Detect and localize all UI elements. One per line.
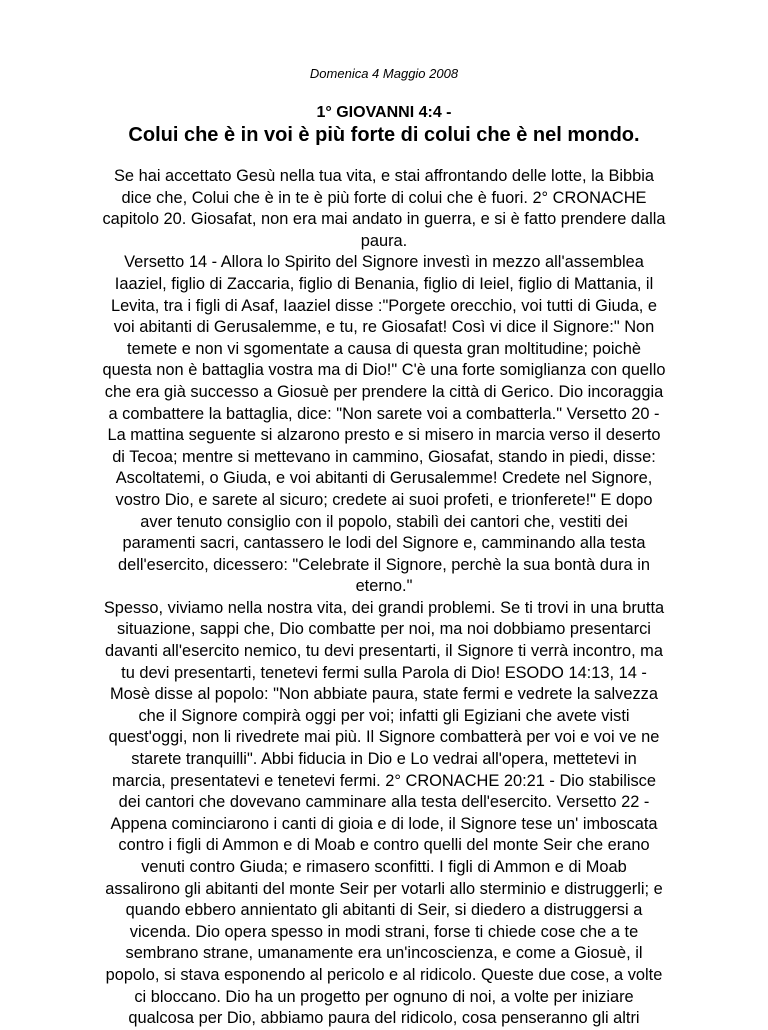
text-line: che era già successo a Giosuè per prendere la città di Gerico. Dio incoraggia xyxy=(104,382,664,401)
text-line: dice che, Colui che è in te è più forte di colui che è fuori. 2° CRONACHE xyxy=(121,188,647,207)
bible-reference: 1° GIOVANNI 4:4 - xyxy=(316,104,452,121)
text-line: Versetto 14 - Allora lo Spirito del Signore investì in mezzo all'assemblea xyxy=(124,253,644,272)
text-line: davanti all'esercito nemico, tu devi presentarti, il Signore ti verrà incontro, ma xyxy=(105,642,663,661)
text-line: Appena cominciarono i canti di gioia e di lode, il Signore tese un' imboscata xyxy=(110,814,658,833)
text-line: che il Signore compirà oggi per voi; infatti gli Egiziani che avete visti xyxy=(138,706,630,725)
text-line: assalirono gli abitanti del monte Seir per votarli allo sterminio e distruggerli; e xyxy=(105,879,663,898)
text-line: marcia, presentatevi e tenetevi fermi. 2° CRONACHE 20:21 - Dio stabilisce xyxy=(111,771,656,790)
text-line: vicenda. Dio opera spesso in modi strani, forse ti chiede cose che a te xyxy=(129,922,639,941)
date-line: Domenica 4 Maggio 2008 xyxy=(309,66,459,81)
text-line: starete tranquilli". Abbi fiducia in Dio e Lo vedrai all'opera, mettetevi in xyxy=(131,750,637,769)
text-line: capitolo 20. Giosafat, non era mai andato in guerra, e si è fatto prendere dalla xyxy=(102,210,666,229)
text-line: Se hai accettato Gesù nella tua vita, e stai affrontando delle lotte, la Bibbia xyxy=(113,167,655,185)
text-line: tu devi presentarti, tenetevi fermi sulla Parola di Dio! ESODO 14:13, 14 - xyxy=(121,663,647,682)
body-text xyxy=(68,166,700,1030)
text-line: temete e non vi sgomentate a causa di questa gran moltitudine; poichè xyxy=(127,339,641,358)
text-line: paura. xyxy=(360,231,408,250)
verse-title: Colui che è in voi è più forte di colui che è nel mondo. xyxy=(128,124,640,146)
text-line: quest'oggi, non li rivedrete mai più. Il Signore combatterà per voi e voi ve ne xyxy=(108,728,660,747)
text-line: ci bloccano. Dio ha un progetto per ognuno di noi, a volte per iniziare xyxy=(134,987,634,1006)
text-line: La mattina seguente si alzarono presto e si misero in marcia verso il deserto xyxy=(107,426,661,445)
text-line: venuti contro Giuda; e rimasero sconfitti. I figli di Ammon e di Moab xyxy=(141,858,627,876)
text-line: vostro Dio, e sarete al sicuro; credete ai suoi profeti, e trionferete!" E dopo xyxy=(115,490,653,509)
text-line: Mosè disse al popolo: "Non abbiate paura, state fermi e vedrete la salvezza xyxy=(110,685,658,704)
text-line: popolo, si stava esponendo al pericolo e al ridicolo. Queste due cose, a volte xyxy=(105,965,663,984)
text-line: paramenti sacri, cantassero le lodi del Signore e, camminando alla testa xyxy=(122,534,646,553)
text-line: aver tenuto consiglio con il popolo, stabilì dei cantori che, vestiti dei xyxy=(140,512,628,531)
text-line: Iaaziel, figlio di Zaccaria, figlio di Benania, figlio di Ieiel, figlio di Mattania, il xyxy=(114,274,654,293)
text-line: eterno." xyxy=(355,577,413,596)
text-line: dei cantori che dovevano camminare alla testa dell'esercito. Versetto 22 - xyxy=(118,793,650,812)
text-line: situazione, sappi che, Dio combatte per noi, ma noi dobbiamo presentarci xyxy=(117,620,651,639)
text-line: contro i figli di Ammon e di Moab e contro quelli del monte Seir che erano xyxy=(118,836,650,855)
text-line: a combattere la battaglia, dice: "Non sarete voi a combatterla." Versetto 20 - xyxy=(108,404,660,423)
text-line: qualcosa per Dio, abbiamo paura del ridicolo, cosa penseranno gli altri xyxy=(128,1009,640,1028)
text-line: Levita, tra i figli di Asaf, Iaaziel disse :"Porgete orecchio, voi tutti di Giuda, e xyxy=(110,296,658,315)
text-line: quando ebbero annientato gli abitanti di Seir, si diedero a distruggersi a xyxy=(125,901,643,920)
text-line: voi abitanti di Gerusalemme, e tu, re Giosafat! Così vi dice il Signore:" Non xyxy=(113,318,655,337)
text-line: di Tecoa; mentre si mettevano in cammino, Giosafat, stando in piedi, disse: xyxy=(112,447,656,466)
text-line: questa non è battaglia vostra ma di Dio!" C'è una forte somiglianza con quello xyxy=(102,361,666,380)
text-line: sembrano strane, umanamente era un'incoscienza, e come a Giosuè, il xyxy=(125,944,643,963)
text-line: Spesso, viviamo nella nostra vita, dei grandi problemi. Se ti trovi in una brutta xyxy=(103,598,665,617)
text-line: Ascoltatemi, o Giuda, e voi abitanti di Gerusalemme! Credete nel Signore, xyxy=(115,469,653,488)
text-line: dell'esercito, dicessero: "Celebrate il Signore, perchè la sua bontà dura in xyxy=(118,555,650,574)
